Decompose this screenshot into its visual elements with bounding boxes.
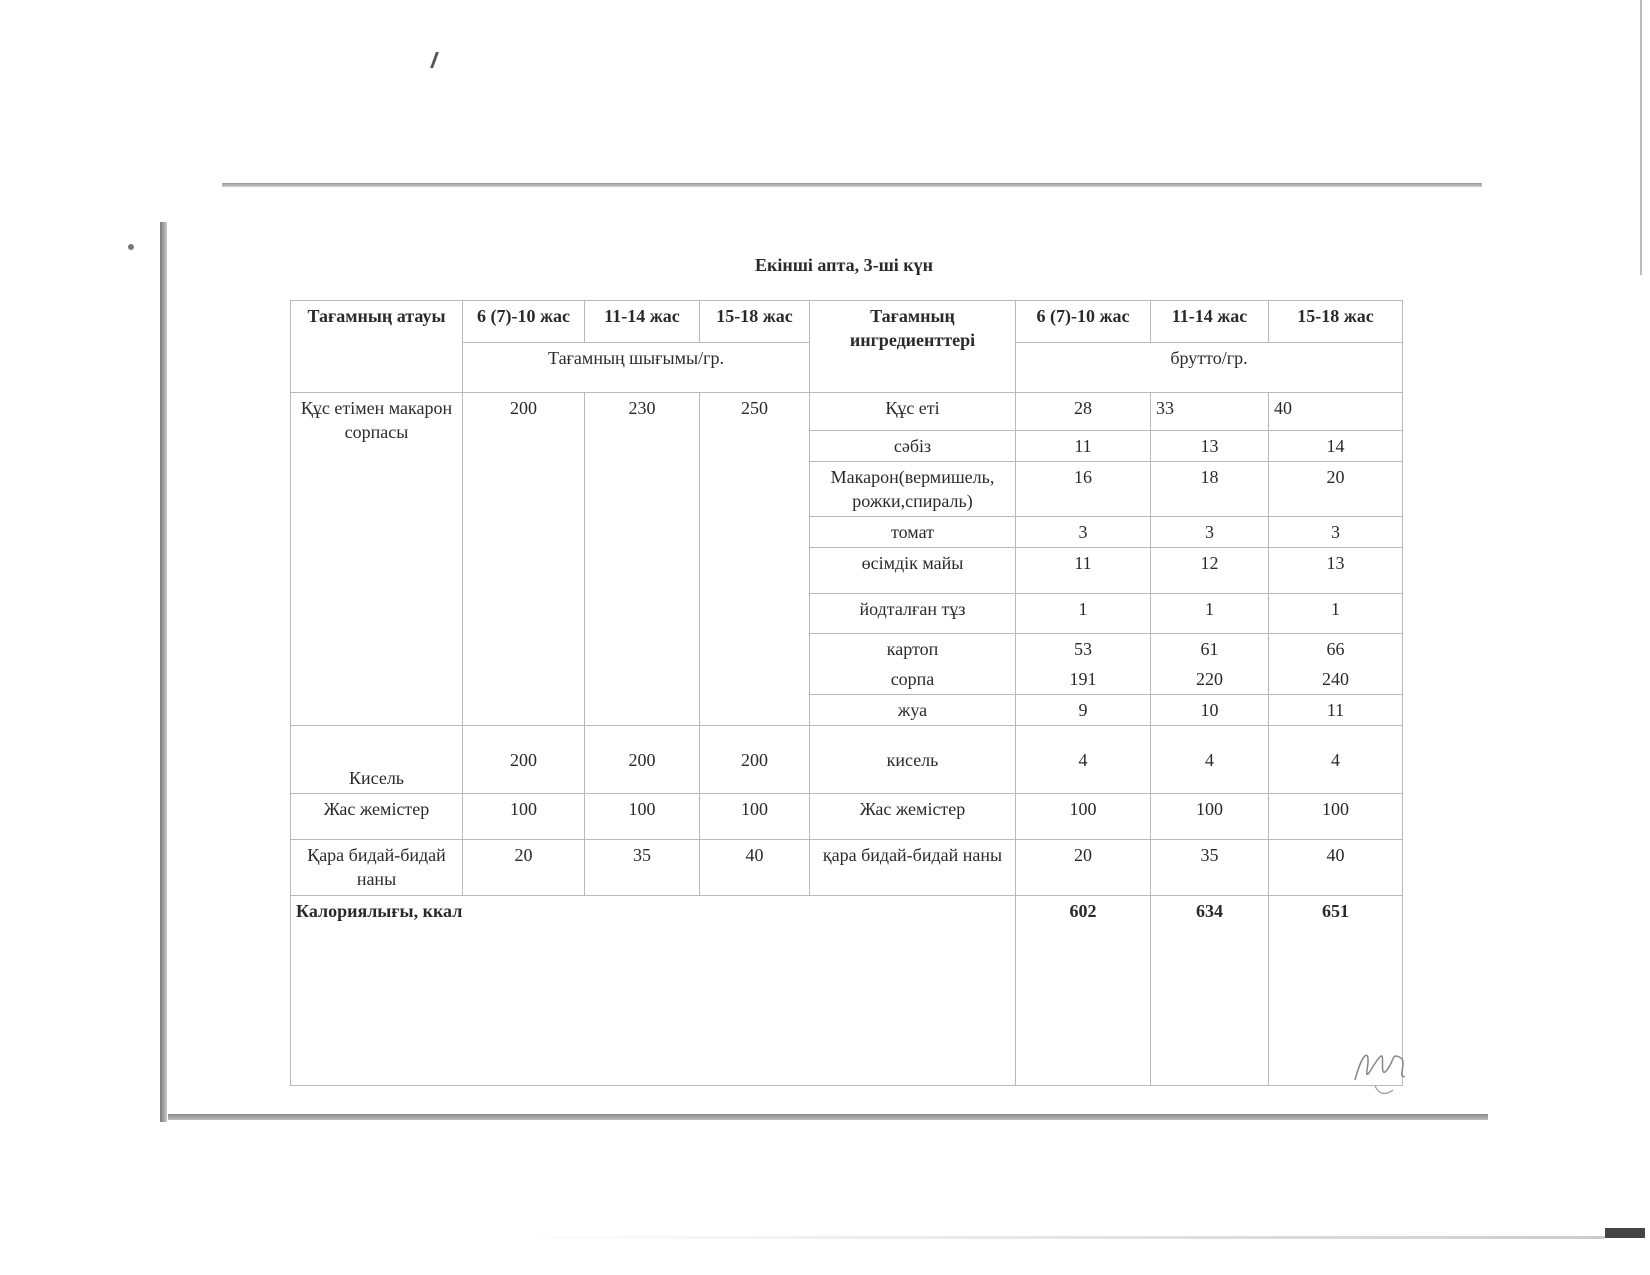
header-gross-age-1: 6 (7)-10 жас xyxy=(1016,301,1151,343)
dish-output: 200 xyxy=(463,726,585,794)
dish-output: 100 xyxy=(700,794,810,840)
ingredient-value: 18 xyxy=(1151,462,1269,517)
ingredient-name: жуа xyxy=(810,695,1016,726)
signature-scribble xyxy=(1345,1040,1415,1100)
ingredient-value: 11 xyxy=(1269,695,1403,726)
header-ingredients: Тағамның ингредиенттері xyxy=(810,301,1016,393)
ingredient-name: сорпа xyxy=(810,664,1016,695)
ingredient-name: қара бидай-бидай наны xyxy=(810,840,1016,896)
ingredient-value: 33 xyxy=(1151,393,1269,431)
ingredient-name: Макарон(вермишель, рожки,спираль) xyxy=(810,462,1016,517)
dish-output: 230 xyxy=(585,393,700,726)
calories-row xyxy=(291,896,1403,1086)
header-gross-age-2: 11-14 жас xyxy=(1151,301,1269,343)
ingredient-value: 4 xyxy=(1151,726,1269,794)
ingredient-value: 20 xyxy=(1269,462,1403,517)
ingredient-value: 3 xyxy=(1016,517,1151,548)
header-output-age-3: 15-18 жас xyxy=(700,301,810,343)
ingredient-name: Жас жемістер xyxy=(810,794,1016,840)
header-row xyxy=(291,301,1403,343)
header-output-age-2: 11-14 жас xyxy=(585,301,700,343)
ingredient-value: 1 xyxy=(1269,594,1403,634)
dish-name: Жас жемістер xyxy=(291,794,463,840)
calories-value: 634 xyxy=(1151,896,1269,1086)
ingredient-value: 20 xyxy=(1016,840,1151,896)
header-dish-name: Тағамның атауы xyxy=(291,301,463,393)
ingredient-name: Құс еті xyxy=(810,393,1016,431)
menu-table xyxy=(290,300,1403,1086)
calories-label: Калориялығы, ккал xyxy=(291,896,1016,1086)
ingredient-value: 28 xyxy=(1016,393,1151,431)
dish-name: Қара бидай-бидай наны xyxy=(291,840,463,896)
ingredient-value: 61 xyxy=(1151,634,1269,665)
ingredient-value: 1 xyxy=(1151,594,1269,634)
ingredient-name: кисель xyxy=(810,726,1016,794)
scan-border-top xyxy=(222,183,1482,187)
ingredient-value: 4 xyxy=(1269,726,1403,794)
table-row xyxy=(291,794,1403,840)
table-row xyxy=(291,840,1403,896)
ingredient-name: сәбіз xyxy=(810,431,1016,462)
calories-value: 602 xyxy=(1016,896,1151,1086)
ingredient-value: 11 xyxy=(1016,431,1151,462)
dish-output: 35 xyxy=(585,840,700,896)
ingredient-name: томат xyxy=(810,517,1016,548)
ingredient-value: 220 xyxy=(1151,664,1269,695)
scan-edge-bottom xyxy=(500,1236,1605,1239)
ingredient-value: 4 xyxy=(1016,726,1151,794)
ingredient-value: 40 xyxy=(1269,840,1403,896)
dish-output: 100 xyxy=(463,794,585,840)
calories-value: 651 xyxy=(1269,896,1403,1086)
ingredient-value: 40 xyxy=(1269,393,1403,431)
ingredient-value: 66 xyxy=(1269,634,1403,665)
ingredient-value: 11 xyxy=(1016,548,1151,594)
header-output-unit: Тағамның шығымы/гр. xyxy=(463,343,810,393)
ingredient-value: 12 xyxy=(1151,548,1269,594)
header-gross-age-3: 15-18 жас xyxy=(1269,301,1403,343)
ingredient-name: йодталған тұз xyxy=(810,594,1016,634)
dish-output: 250 xyxy=(700,393,810,726)
ingredient-value: 16 xyxy=(1016,462,1151,517)
ingredient-value: 10 xyxy=(1151,695,1269,726)
scan-corner-mark xyxy=(1605,1228,1645,1238)
ingredient-value: 53 xyxy=(1016,634,1151,665)
ingredient-value: 3 xyxy=(1151,517,1269,548)
dish-output: 200 xyxy=(463,393,585,726)
ingredient-name: картоп xyxy=(810,634,1016,665)
ingredient-name: өсімдік майы xyxy=(810,548,1016,594)
ingredient-value: 100 xyxy=(1016,794,1151,840)
page-title: Екінші апта, 3-ші күн xyxy=(754,255,934,275)
dish-output: 40 xyxy=(700,840,810,896)
dish-output: 200 xyxy=(585,726,700,794)
ingredient-value: 240 xyxy=(1269,664,1403,695)
ingredient-value: 100 xyxy=(1151,794,1269,840)
ingredient-value: 14 xyxy=(1269,431,1403,462)
dish-output: 20 xyxy=(463,840,585,896)
dish-output: 200 xyxy=(700,726,810,794)
header-gross-unit: брутто/гр. xyxy=(1016,343,1403,393)
scan-pen-mark xyxy=(430,52,439,68)
ingredient-value: 3 xyxy=(1269,517,1403,548)
ingredient-value: 1 xyxy=(1016,594,1151,634)
dish-output: 100 xyxy=(585,794,700,840)
scan-border-bottom xyxy=(168,1114,1488,1120)
ingredient-value: 9 xyxy=(1016,695,1151,726)
ingredient-value: 191 xyxy=(1016,664,1151,695)
scan-dot xyxy=(128,244,134,250)
scan-border-left xyxy=(160,222,167,1122)
scan-border-right xyxy=(1640,0,1642,275)
ingredient-value: 35 xyxy=(1151,840,1269,896)
table-row xyxy=(291,726,1403,794)
ingredient-value: 13 xyxy=(1269,548,1403,594)
ingredient-value: 13 xyxy=(1151,431,1269,462)
table-row xyxy=(291,393,1403,431)
ingredient-value: 100 xyxy=(1269,794,1403,840)
header-output-age-1: 6 (7)-10 жас xyxy=(463,301,585,343)
dish-name: Құс етімен макарон сорпасы xyxy=(291,393,463,726)
dish-name: Кисель xyxy=(291,726,463,794)
